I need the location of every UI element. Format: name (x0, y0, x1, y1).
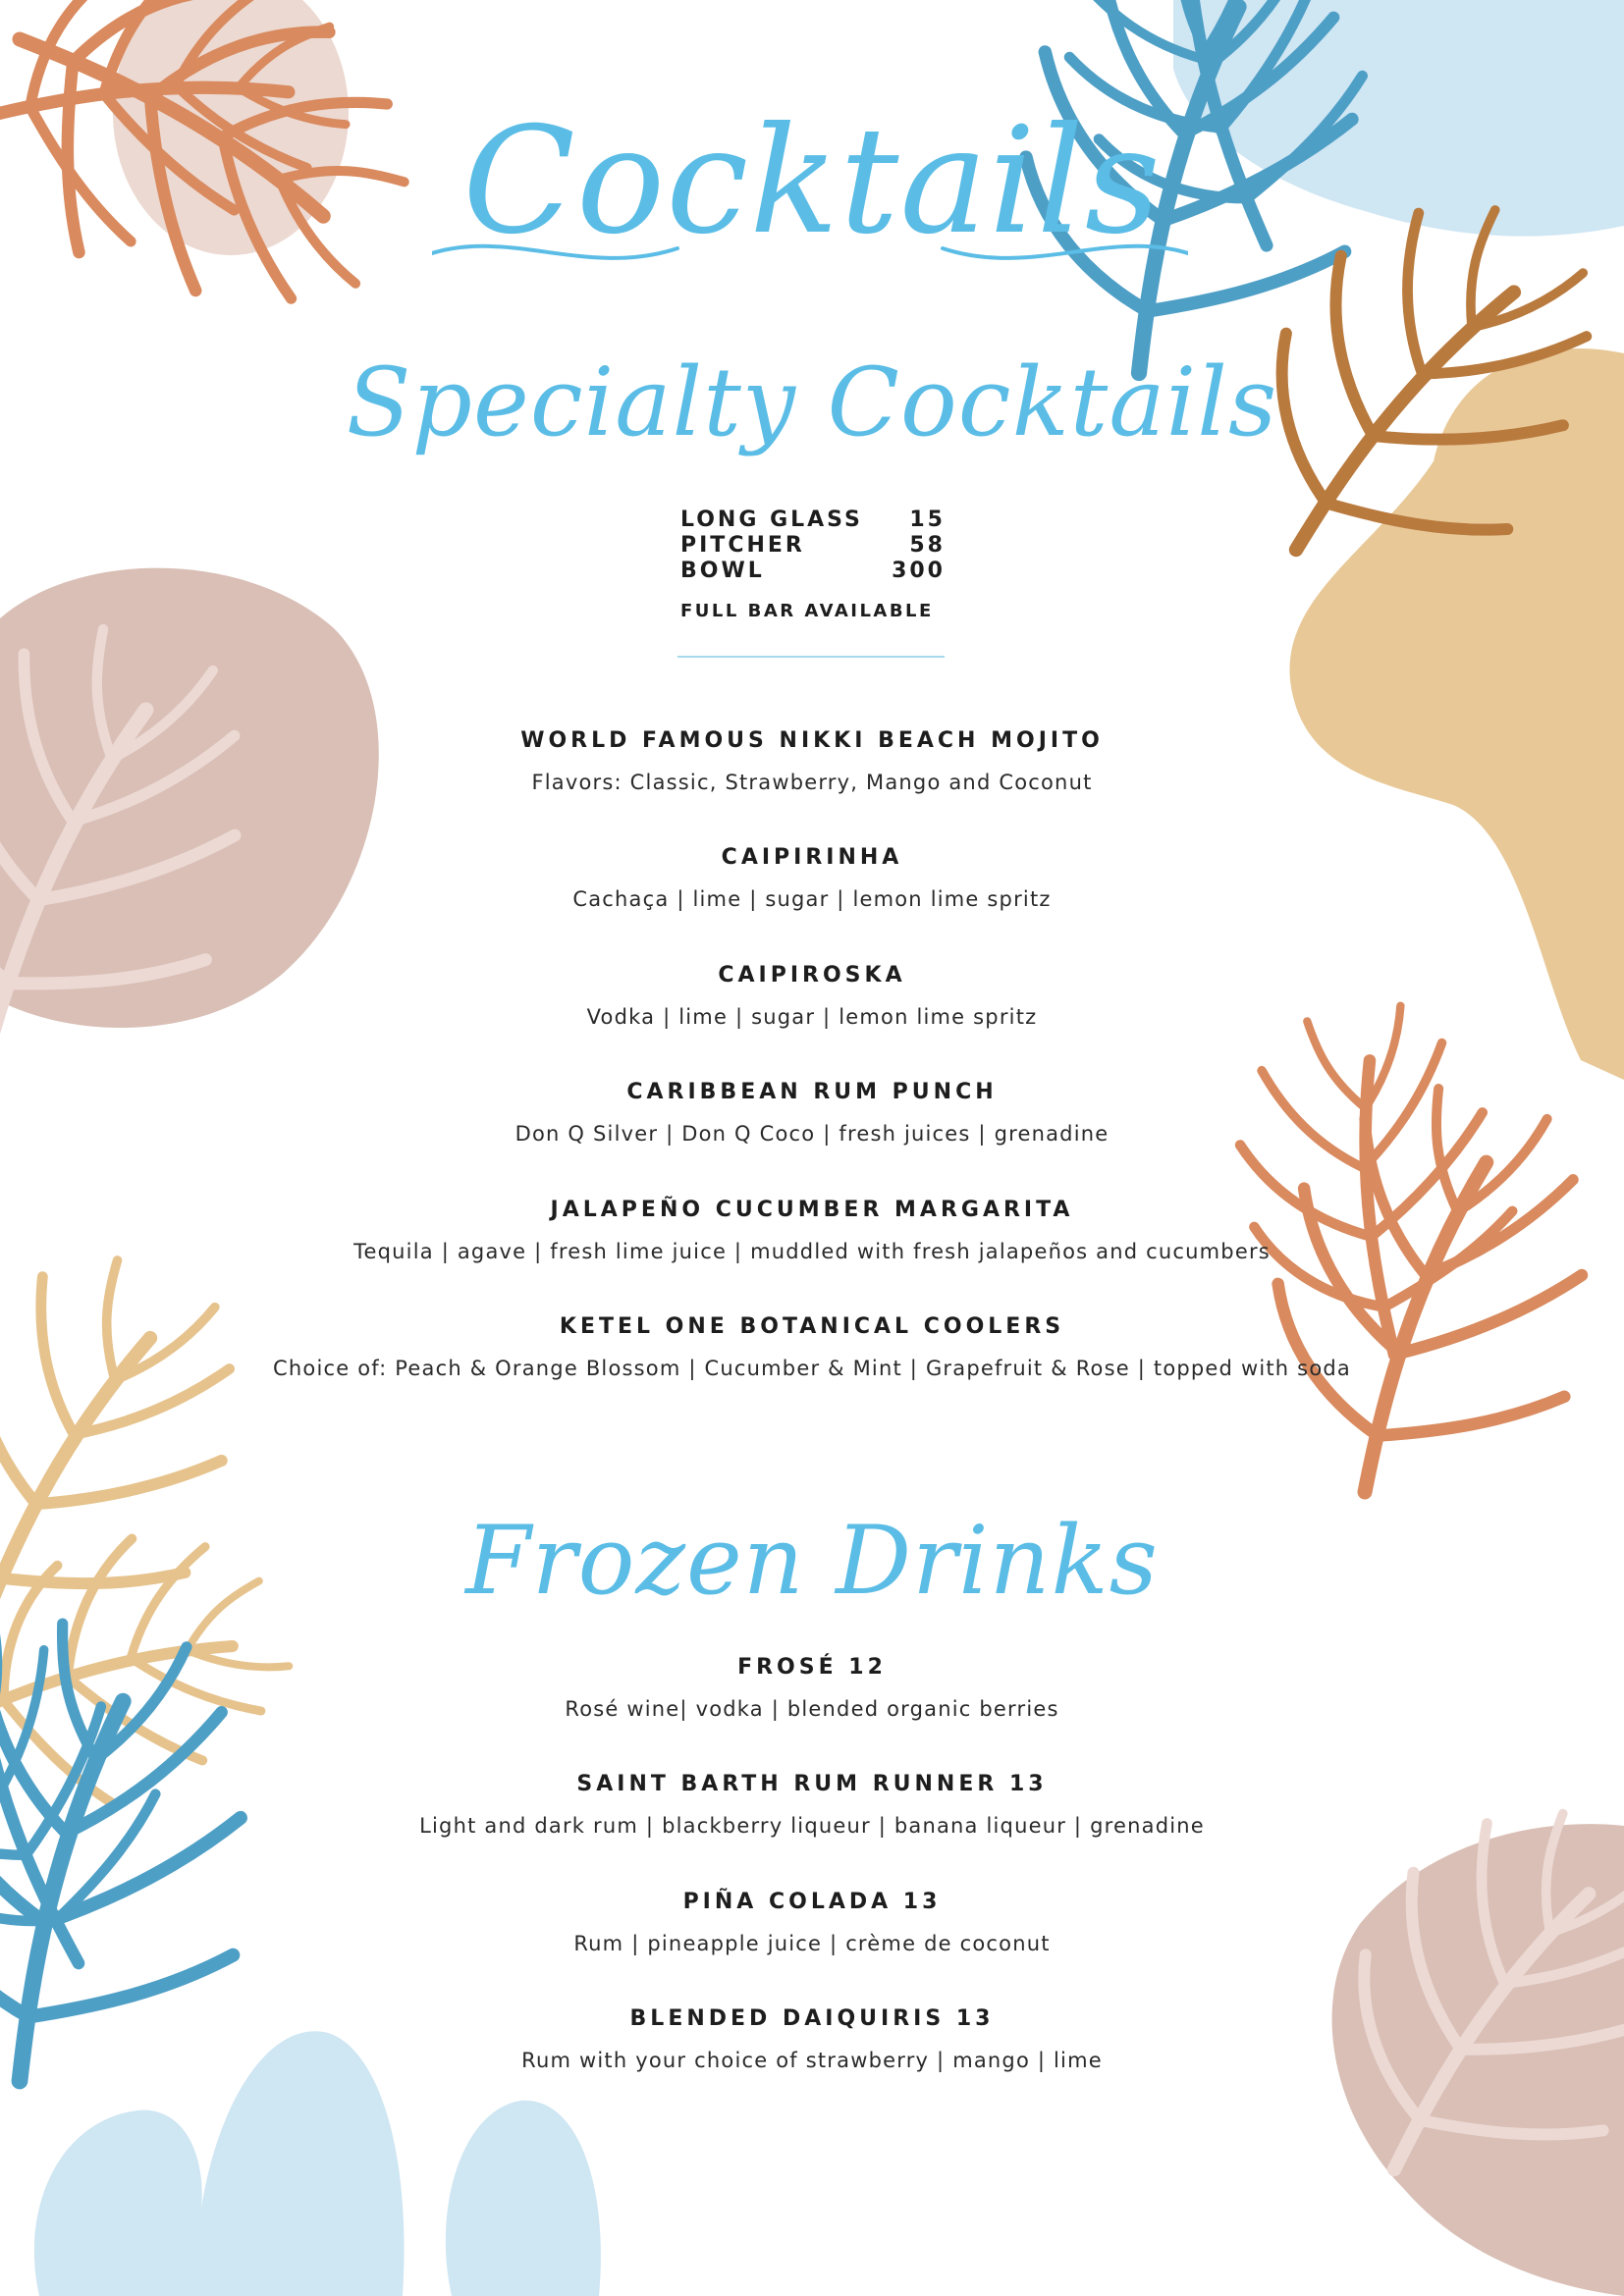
menu-item (0, 1770, 1624, 1841)
price-row (680, 533, 946, 559)
item-description: Rosé wine| vodka | blended organic berries (565, 1697, 1059, 1721)
item-description: Cachaça | lime | sugar | lemon lime spritz (572, 887, 1052, 911)
item-name: SAINT BARTH RUM RUNNER 13 (576, 1772, 1048, 1796)
price-label: LONG GLASS (680, 507, 863, 532)
menu-title: Cocktails (462, 96, 1162, 267)
item-name: WORLD FAMOUS NIKKI BEACH MOJITO (520, 728, 1104, 753)
item-name: CARIBBEAN RUM PUNCH (626, 1080, 998, 1104)
price-list (680, 507, 946, 584)
menu-item (0, 1312, 1624, 1383)
item-description: Vodka | lime | sugar | lemon lime spritz (586, 1005, 1038, 1029)
price-label: PITCHER (680, 533, 805, 558)
menu-item (0, 843, 1624, 914)
item-name: KETEL ONE BOTANICAL COOLERS (559, 1314, 1065, 1339)
item-description: Light and dark rum | blackberry liqueur | banana liqueur | grenadine (419, 1814, 1205, 1838)
item-name: CAIPIRINHA (721, 845, 903, 870)
item-name: JALAPEÑO CUCUMBER MARGARITA (550, 1198, 1074, 1222)
item-description: Rum | pineapple juice | crème de coconut (573, 1932, 1051, 1955)
price-value: 15 (909, 507, 946, 532)
menu-item (0, 1653, 1624, 1724)
item-description: Flavors: Classic, Strawberry, Mango and Coconut (531, 771, 1093, 794)
menu-item (0, 1196, 1624, 1266)
item-description: Don Q Silver | Don Q Coco | fresh juices | grenadine (514, 1122, 1110, 1146)
divider (677, 656, 945, 658)
item-description: Tequila | agave | fresh lime juice | muddled with fresh jalapeños and cucumbers (353, 1240, 1271, 1263)
specialty-section-title: Specialty Cocktails (346, 347, 1278, 457)
price-label: BOWL (680, 559, 765, 583)
menu-item (0, 2004, 1624, 2075)
title-swash-flourish (432, 224, 1188, 283)
menu-item (0, 1078, 1624, 1148)
full-bar-note: FULL BAR AVAILABLE (680, 601, 934, 621)
menu-item (0, 726, 1624, 797)
price-row (680, 507, 946, 533)
menu-item (0, 1888, 1624, 1958)
item-description: Choice of: Peach & Orange Blossom | Cucumber & Mint | Grapefruit & Rose | topped with soda (273, 1357, 1351, 1380)
frozen-section-title: Frozen Drinks (465, 1506, 1159, 1616)
price-value: 300 (892, 559, 946, 583)
menu-item (0, 961, 1624, 1032)
item-name: FROSÉ 12 (737, 1655, 887, 1680)
item-name: PIÑA COLADA 13 (682, 1890, 942, 1914)
price-row (680, 559, 946, 584)
price-value: 58 (909, 533, 946, 558)
item-name: BLENDED DAIQUIRIS 13 (629, 2006, 995, 2031)
item-description: Rum with your choice of strawberry | mango | lime (521, 2049, 1103, 2072)
item-name: CAIPIROSKA (718, 963, 906, 988)
